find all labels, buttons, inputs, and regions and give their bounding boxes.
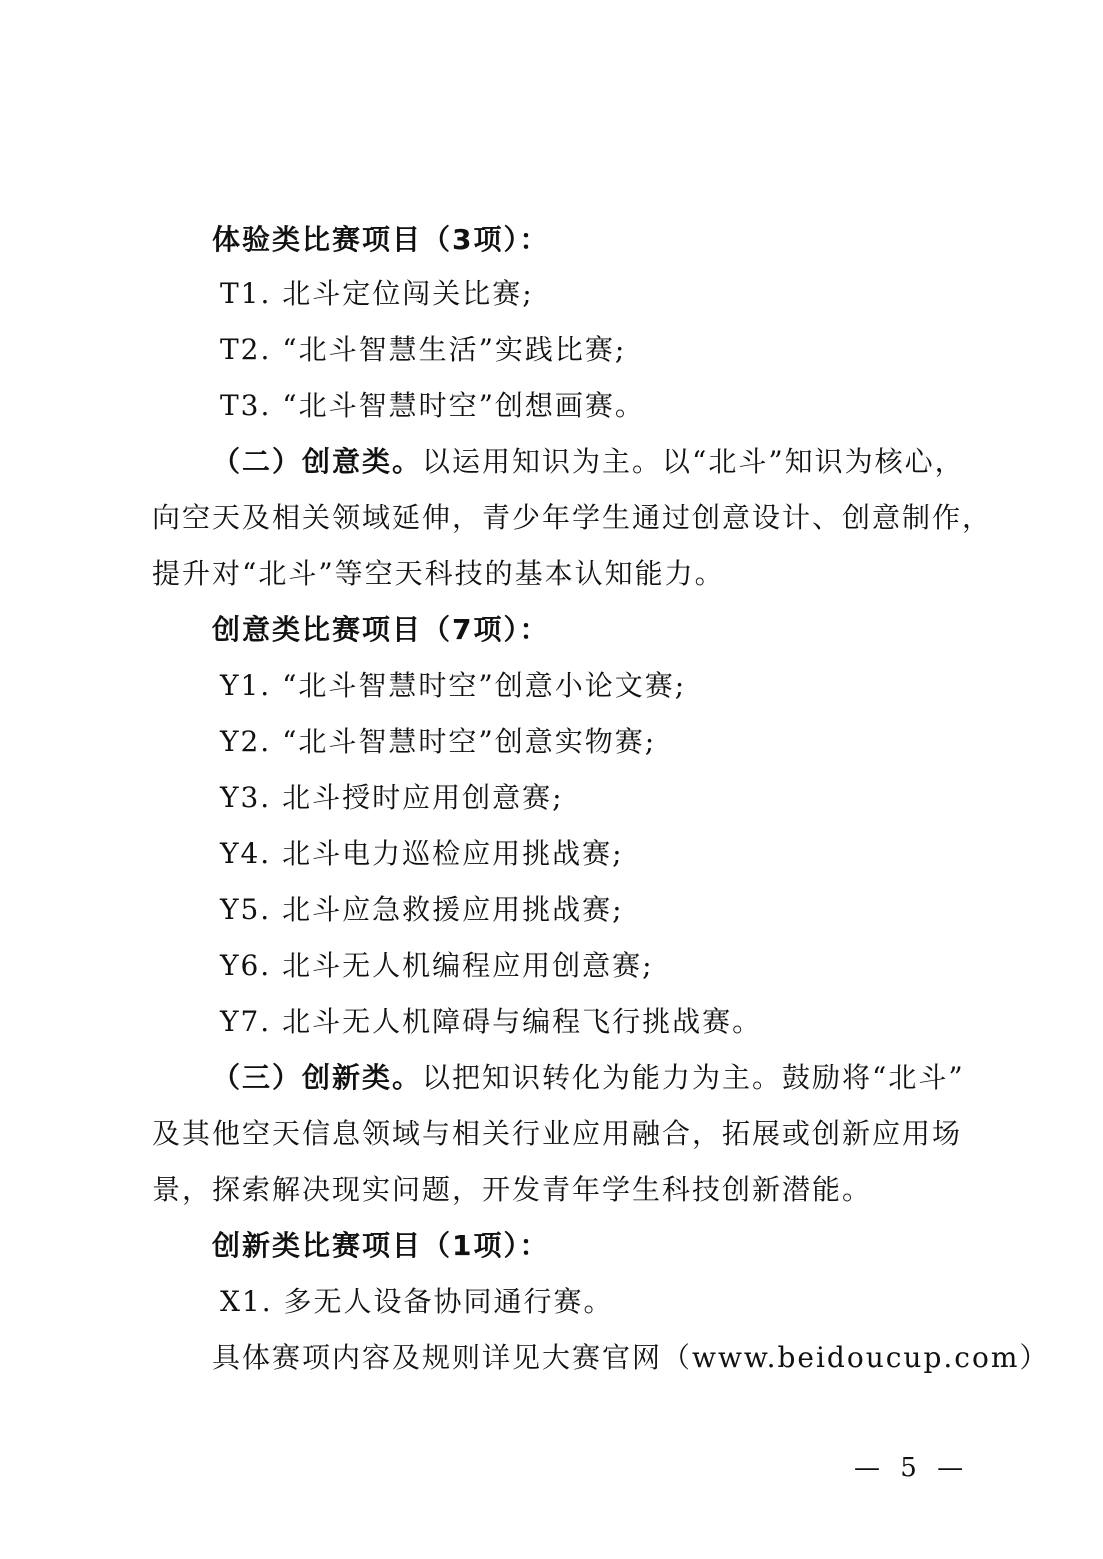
page-number: — 5 — (854, 1453, 970, 1483)
footer-note: 具体赛项内容及规则详见大赛官网（www.beidoucup.com） (212, 1341, 1050, 1374)
experience-heading: 体验类比赛项目（3项）： (212, 223, 550, 256)
creative-paragraph-line-3: 提升对“北斗”等空天科技的基本认知能力。 (152, 557, 725, 590)
creative-paragraph-line-1 (212, 442, 965, 482)
creative-item-y2: Y2. “北斗智慧时空”创意实物赛; (220, 725, 657, 758)
innovation-heading: 创新类比赛项目（1项）： (212, 1229, 550, 1262)
innovation-section-title: （三）创新类。 (212, 1061, 423, 1094)
experience-item-t1: T1. 北斗定位闯关比赛; (220, 277, 534, 310)
creative-item-y4: Y4. 北斗电力巡检应用挑战赛; (220, 837, 624, 870)
creative-item-y6: Y6. 北斗无人机编程应用创意赛; (220, 949, 654, 982)
creative-heading: 创意类比赛项目（7项）： (212, 613, 550, 646)
experience-item-t3: T3. “北斗智慧时空”创想画赛。 (220, 389, 645, 422)
creative-paragraph-line-2: 向空天及相关领域延伸，青少年学生通过创意设计、创意制作， (152, 501, 993, 534)
innovation-intro-text: 以把知识转化为能力为主。鼓励将“北斗” (422, 1061, 965, 1094)
creative-item-y5: Y5. 北斗应急救援应用挑战赛; (220, 893, 624, 926)
creative-item-y7: Y7. 北斗无人机障碍与编程飞行挑战赛。 (220, 1005, 763, 1038)
creative-section-title: （二）创意类。 (212, 445, 423, 478)
innovation-paragraph-line-3: 景，探索解决现实问题，开发青年学生科技创新潜能。 (152, 1173, 873, 1206)
creative-intro-text: 以运用知识为主。以“北斗”知识为核心， (422, 445, 965, 478)
experience-item-t2: T2. “北斗智慧生活”实践比赛; (220, 333, 627, 366)
innovation-item-x1: X1. 多无人设备协同通行赛。 (220, 1285, 614, 1318)
creative-item-y3: Y3. 北斗授时应用创意赛; (220, 781, 564, 814)
creative-item-y1: Y1. “北斗智慧时空”创意小论文赛; (220, 669, 687, 702)
innovation-paragraph-line-2: 及其他空天信息领域与相关行业应用融合，拓展或创新应用场 (152, 1117, 963, 1150)
innovation-paragraph-line-1 (212, 1058, 965, 1098)
